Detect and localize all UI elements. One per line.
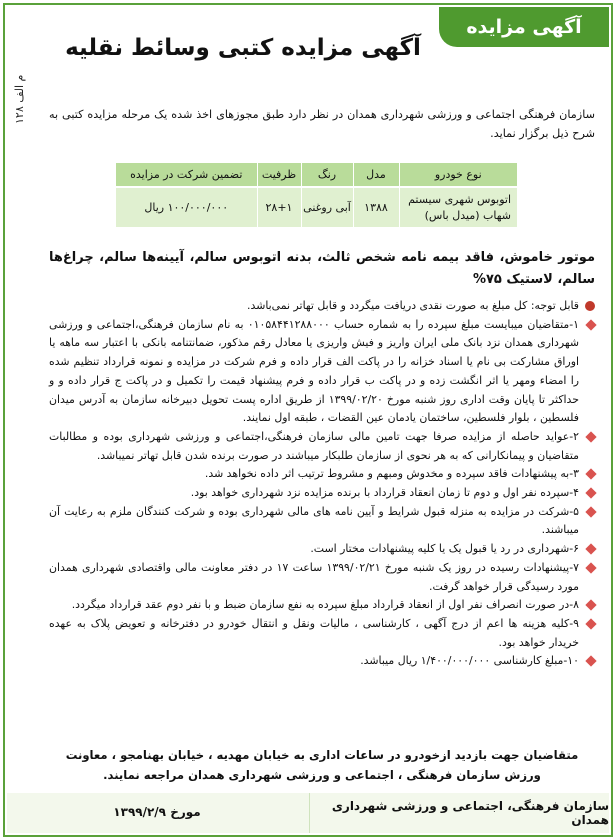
- notice-frame: [3, 3, 613, 837]
- list-item: [49, 316, 595, 428]
- notice-title: آگهی مزایده کتبی وسائط نقلیه: [65, 35, 421, 61]
- item-text: ۸-در صورت انصراف نفر اول از انعقاد قرارداد مبلغ سپرده به نفع سازمان ضبط و با نفر دوم عقد قرارداد میگردد.: [71, 598, 579, 612]
- item-text: ۱۰-مبلغ کارشناسی ۱/۴۰۰/۰۰۰/۰۰۰ ریال میباشد.: [360, 654, 579, 668]
- diamond-bullet-icon: [585, 319, 596, 330]
- item-text: ۴-سپرده نفر اول و دوم تا زمان انعقاد قرارداد با برنده مزایده نزد شهرداری خواهد بود.: [190, 486, 579, 500]
- item-text: ۵-شرکت در مزایده به منزله قبول شرایط و آیین نامه های مالی شهرداری بوده و شرکت کنندگان ملزم به رعایت آن میباشند.: [49, 504, 579, 537]
- notice-badge: آگهی مزایده: [439, 7, 609, 47]
- header-color: رنگ: [301, 163, 353, 187]
- notice-date: مورخ ۱۳۹۹/۲/۹: [113, 805, 201, 819]
- terms-list: [49, 297, 595, 671]
- item-text: ۳-به پیشنهادات فاقد سپرده و مخدوش ومبهم و مشروط ترتیب اثر داده نخواهد شد.: [204, 467, 579, 481]
- intro-paragraph: سازمان فرهنگی اجتماعی و ورزشی شهرداری همدان در نظر دارد طبق مجوزهای اخذ شده یک مرحله مزایده کتبی به شرح ذیل برگزار نماید.: [49, 108, 595, 140]
- diamond-bullet-icon: [585, 562, 596, 573]
- cell-deposit: ۱۰۰/۰۰۰/۰۰۰ ریال: [116, 187, 258, 227]
- visit-instructions: متقاضیان جهت بازدید ازخودرو در ساعات اداری به خیابان مهدیه ، خیابان بهنامجو ، معاونت ورزش سازمان فرهنگی ، اجتماعی و ورزشی شهرداری همدان مراجعه نمایند.: [65, 748, 579, 782]
- bullet-icon: [585, 301, 595, 311]
- footer: [7, 793, 609, 833]
- list-item: [49, 540, 595, 559]
- diamond-bullet-icon: [585, 618, 596, 629]
- list-item: [49, 503, 595, 540]
- diamond-bullet-icon: [585, 543, 596, 554]
- cell-vehicle-type: اتوبوس شهری سیستم شهاب (میدل باس): [399, 187, 517, 227]
- list-item: [49, 465, 595, 484]
- note-item: [49, 297, 595, 316]
- organization-name: سازمان فرهنگی، اجتماعی و ورزشی شهرداری همدان: [309, 793, 609, 833]
- item-text: ۷-پیشنهادات رسیده در روز یک شنبه مورخ ۱۳۹۹/۰۲/۲۱ ساعت ۱۷ در دفتر معاونت مالی واقتصادی شهرداری همدان مورد رسیدگی قرار خواهد گرفت.: [49, 560, 580, 593]
- diamond-bullet-icon: [585, 506, 596, 517]
- table-header-row: [116, 163, 518, 187]
- list-item: [49, 615, 595, 652]
- vehicle-conditions: موتور خاموش، فاقد بیمه نامه شخص ثالث، بدنه اتوبوس سالم، آیینه‌ها سالم، چراغ‌ها سالم، لاستیک ۷۵%: [49, 250, 595, 287]
- item-text: ۲-عواید حاصله از مزایده صرفا جهت تامین مالی سازمان فرهنگی،اجتماعی و ورزشی شهرداری بوده و مطالبات متقاضیان و پیمانکارانی که به هر نحوی از سازمان طلبکار میباشند در صورت برنده شدن قابل تهاتر نمیباشد.: [49, 429, 579, 462]
- note-text: قابل توجه: کل مبلغ به صورت نقدی دریافت میگردد و قابل تهاتر نمی‌باشد.: [247, 299, 579, 312]
- diamond-bullet-icon: [585, 487, 596, 498]
- header-deposit: تضمین شرکت در مزایده: [116, 163, 258, 187]
- cell-model: ۱۳۸۸: [353, 187, 399, 227]
- diamond-bullet-icon: [585, 469, 596, 480]
- header-vehicle-type: نوع خودرو: [399, 163, 517, 187]
- item-text: ۱-متقاضیان میبایست مبلغ سپرده را به شماره حساب ۰۱۰۵۸۴۴۱۲۸۸۰۰۰ به نام سازمان فرهنگی،اجتماعی و ورزشی شهرداری همدان نزد بانک ملی ایران واریز و فیش واریزی یا معادل رقم مذکور، ضمانتنامه بانکی با اعتبار سه ماهه یا اوراق مشارکت بی نام یا اسناد خزانه را در پاکت الف قرار داده و فرم شرکت در مزایده و نمونه قرارداد تنظیم شده را امضاء ومهر یا اثر انگشت زده و در پاکت ب قرار داده و فرم پیشنهاد قیمت را تکمیل و در پاکت ج قرار داده و و حداکثر تا پایان وقت اداری روز شنبه مورخ ۱۳۹۹/۰۲/۲۰ از طریق اداره پست تحویل دبیرخانه سازمان به آدرس میدان فلسطین ، بلوار فلسطین، ساختمان یادمان عین القضات ، طبقه اول نمایند.: [49, 317, 579, 425]
- side-code: م الف ۱۲۸: [13, 75, 26, 125]
- diamond-bullet-icon: [585, 431, 596, 442]
- cell-color: آبی روغنی: [301, 187, 353, 227]
- list-item: [49, 652, 595, 671]
- cell-capacity: ۲۸+۱: [257, 187, 301, 227]
- diamond-bullet-icon: [585, 656, 596, 667]
- list-item: [49, 484, 595, 503]
- diamond-bullet-icon: [585, 600, 596, 611]
- table-row: [116, 187, 518, 227]
- list-item: [49, 559, 595, 596]
- item-text: ۶-شهرداری در رد یا قبول یک یا کلیه پیشنهادات مختار است.: [310, 542, 579, 556]
- header-model: مدل: [353, 163, 399, 187]
- header-capacity: ظرفیت: [257, 163, 301, 187]
- list-item: [49, 428, 595, 465]
- item-text: ۹-کلیه هزینه ها اعم از درج آگهی ، کارشناسی ، مالیات ونقل و انتقال خودرو در دفترخانه و تعویض پلاک به عهده خریدار خواهد بود.: [49, 616, 579, 649]
- vehicle-table: [115, 163, 517, 227]
- list-item: [49, 596, 595, 615]
